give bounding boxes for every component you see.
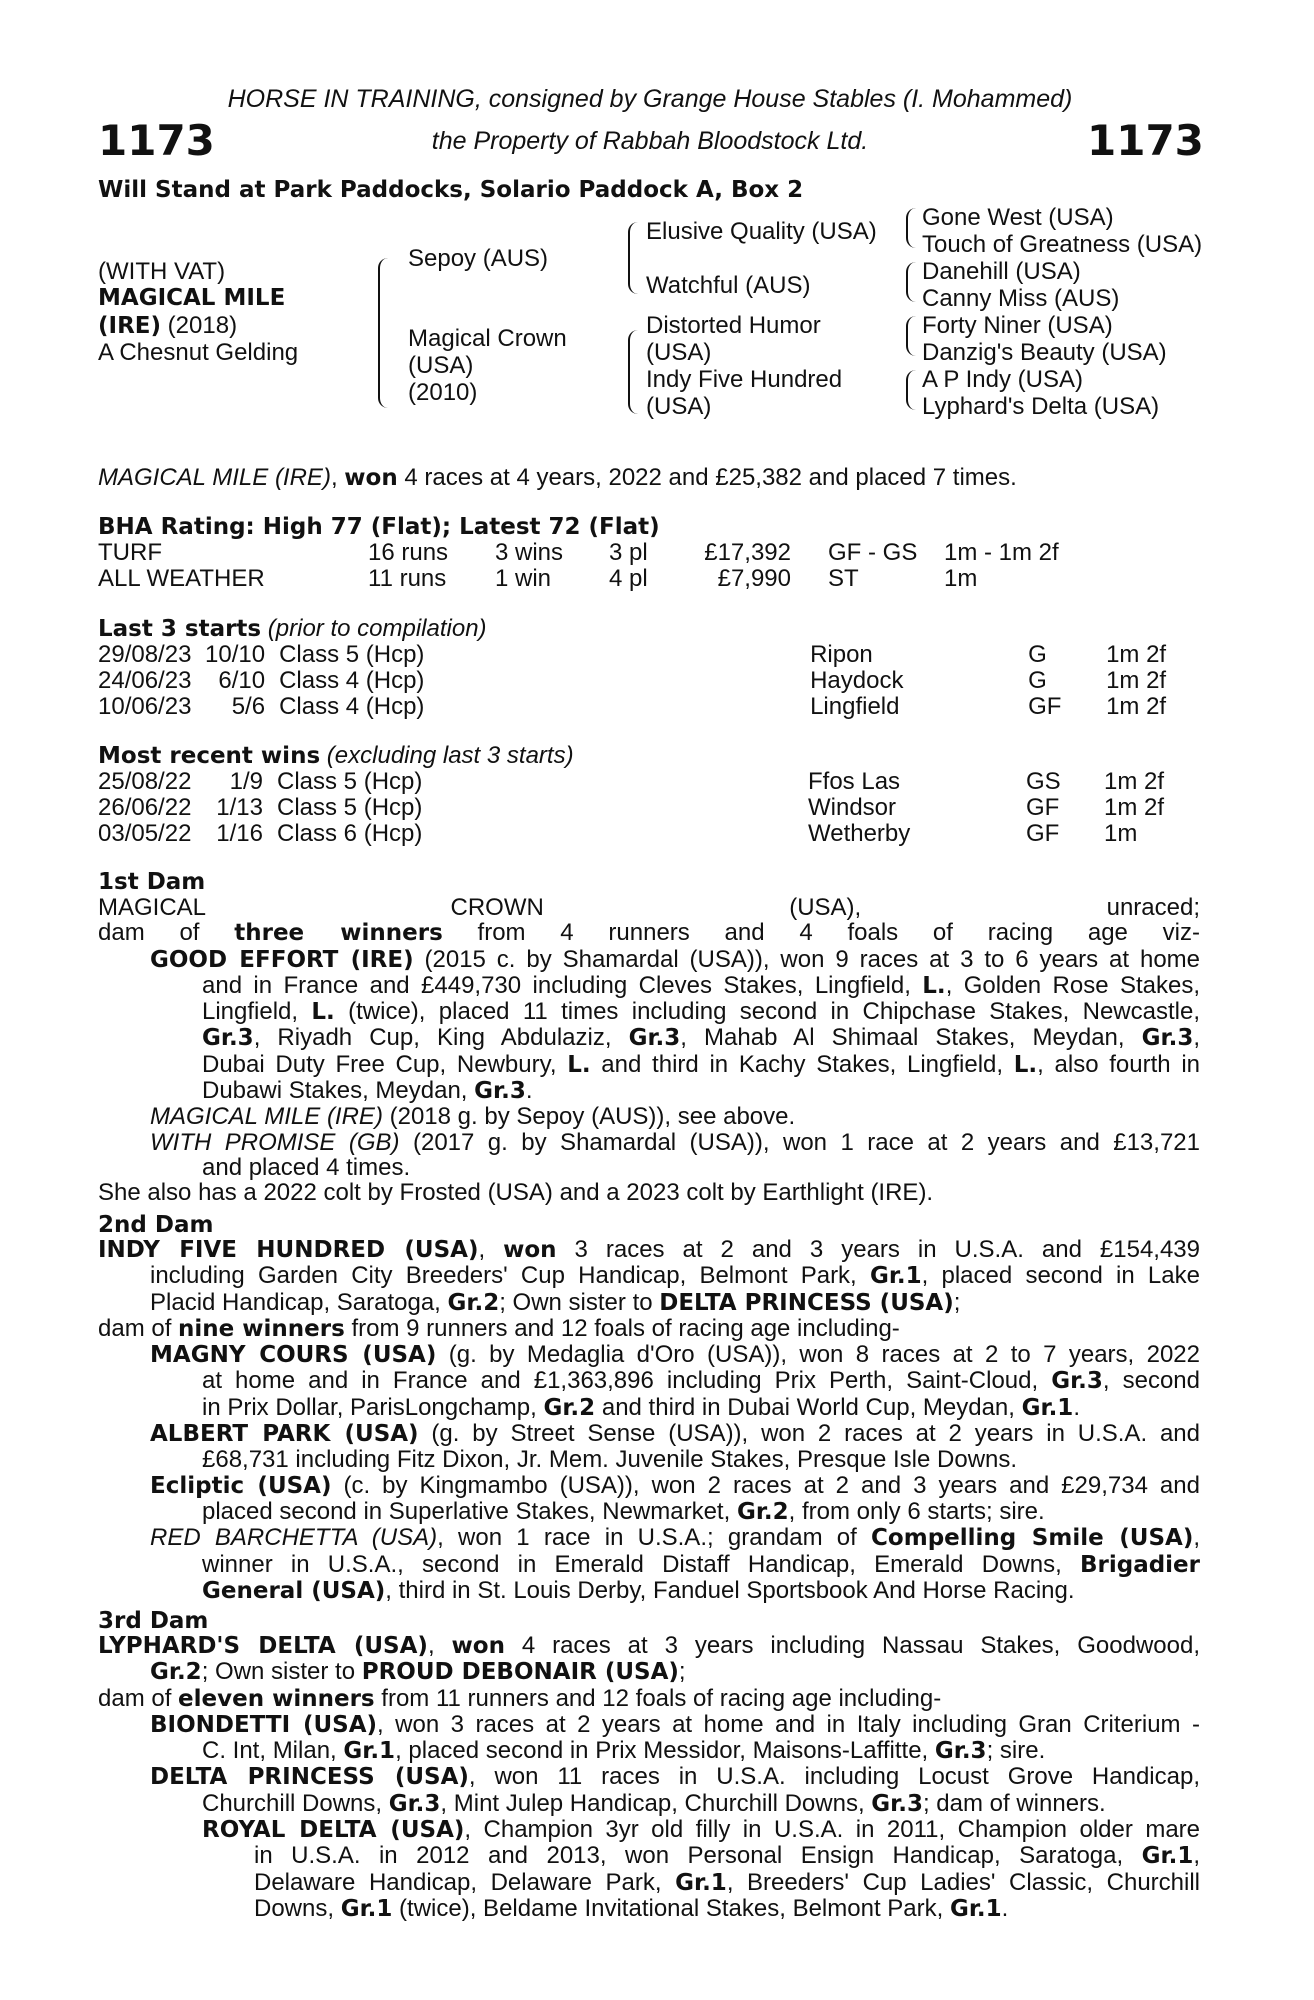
text-line <box>98 999 1200 1025</box>
text-line <box>98 1078 1200 1104</box>
text-run: , placed second in Prix Messidor, Maisons-Laffitte, <box>395 1737 935 1765</box>
italic-text: WITH PROMISE (GB) <box>150 1128 400 1156</box>
text-run: , <box>478 1236 504 1263</box>
bold-text: BIONDETTI (USA) <box>150 1711 378 1738</box>
text-run: 4 races at 3 years including Nassau Stakes, Goodwood, <box>504 1632 1201 1659</box>
bold-text: Gr.2 <box>736 1498 789 1525</box>
consignor-line: HORSE IN TRAINING, consigned by Grange House Stables (I. Mohammed) <box>227 85 1073 113</box>
ancestor-gg-5: Forty Niner (USA) <box>922 312 1113 339</box>
recent-win-row: 25/08/22 1/9 Class 5 (Hcp) Ffos Las GS 1m 2f <box>98 768 1165 795</box>
text-run: from 11 runners and 12 foals of racing age including- <box>374 1684 942 1712</box>
bold-text: MAGNY COURS (USA) <box>150 1342 437 1369</box>
recent-win-row: 26/06/22 1/13 Class 5 (Hcp) Windsor GF 1m 2f <box>98 794 1165 821</box>
text-line <box>98 947 1200 973</box>
pedigree-brace-3c <box>906 316 918 356</box>
text-line <box>98 1764 1200 1790</box>
dam-dam: Indy Five Hundred (USA) <box>646 366 843 420</box>
bold-text: Gr.3 <box>474 1078 526 1105</box>
dam-sire: Distorted Humor (USA) <box>646 312 821 366</box>
text-run: , Breeders' Cup Ladies' Classic, Churchill <box>726 1868 1200 1896</box>
text-run: and third in Kachy Stakes, Lingfield, <box>590 1050 1014 1078</box>
ancestor-gg-1: Gone West (USA) <box>922 204 1114 231</box>
text-line <box>98 1817 1200 1843</box>
pedigree-brace-2a <box>628 222 640 294</box>
bold-text: L. <box>1013 1051 1038 1078</box>
text-run: , won 3 races at 2 years at home and in Italy including Gran Criterium - <box>377 1710 1200 1738</box>
ancestor-gg-7: A P Indy (USA) <box>922 366 1083 393</box>
text-run: dam of <box>98 1684 179 1712</box>
second-dam-heading: 2nd Dam <box>98 1212 214 1238</box>
text-run: in U.S.A. in 2012 and 2013, won Personal Ensign Handicap, Saratoga, <box>254 1842 1142 1870</box>
vat-status: (WITH VAT) <box>98 258 226 285</box>
text-run: , Champion 3yr old filly in U.S.A. in 2011, Champion older mare <box>464 1816 1201 1844</box>
bold-text: Gr.1 <box>343 1738 396 1765</box>
ancestor-gg-2: Touch of Greatness (USA) <box>922 231 1203 258</box>
horse-name: MAGICAL MILE <box>98 285 286 311</box>
lot-number-right: 1173 <box>1087 116 1204 165</box>
bold-text: three winners <box>234 920 443 947</box>
second-dam-text <box>98 1237 1200 1604</box>
text-run: , Mint Julep Handicap, Churchill Downs, <box>440 1789 872 1817</box>
text-line <box>98 1421 1200 1447</box>
bold-text: Gr.2 <box>150 1659 202 1686</box>
text-run: (2017 g. by Shamardal (USA)), won 1 race at 2 years and £13,721 <box>399 1128 1200 1156</box>
text-line <box>98 1870 1200 1896</box>
text-line <box>98 1525 1200 1551</box>
text-run: placed second in Superlative Stakes, Newmarket, <box>202 1497 737 1525</box>
bold-text: Gr.3 <box>1141 1025 1194 1052</box>
bold-text: won <box>451 1633 505 1659</box>
bold-text: General (USA) <box>202 1577 386 1604</box>
text-run: . <box>1001 1894 1009 1922</box>
stabling-location: Will Stand at Park Paddocks, Solario Paddock A, Box 2 <box>98 177 804 203</box>
text-run: Dubai Duty Free Cup, Newbury, <box>202 1050 568 1078</box>
bold-text: LYPHARD'S DELTA (USA) <box>98 1633 428 1659</box>
text-line <box>98 1578 1200 1604</box>
text-line <box>98 1659 1200 1685</box>
text-run: She also has a 2022 colt by Frosted (USA) and a 2023 colt by Earthlight (IRE). <box>98 1179 934 1207</box>
bold-text: INDY FIVE HUNDRED (USA) <box>98 1237 479 1263</box>
text-line <box>98 1052 1200 1078</box>
text-run: ; <box>678 1658 686 1686</box>
rating-row-aw: ALL WEATHER 11 runs 1 win 4 pl £7,990 ST 1m <box>98 565 978 592</box>
text-run: ; Own sister to <box>201 1658 362 1686</box>
text-line <box>98 1896 1200 1922</box>
text-run: Downs, <box>254 1894 341 1922</box>
sire-sire: Elusive Quality (USA) <box>646 218 877 245</box>
text-line <box>98 1180 1200 1205</box>
text-line <box>98 973 1200 999</box>
third-dam-heading: 3rd Dam <box>98 1608 209 1634</box>
ancestor-gg-4: Canny Miss (AUS) <box>922 285 1120 312</box>
text-run: (2018 g. by Sepoy (AUS)), see above. <box>382 1103 796 1131</box>
text-line <box>98 1633 1200 1659</box>
bold-text: nine winners <box>178 1315 345 1342</box>
text-run: ; sire. <box>986 1737 1046 1765</box>
rating-row-turf: TURF 16 runs 3 wins 3 pl £17,392 GF - GS 1m - 1m 2f <box>98 539 1059 566</box>
text-run: ; <box>953 1288 961 1316</box>
text-run: dam of <box>98 919 235 947</box>
text-line <box>98 1499 1200 1525</box>
text-run: , won 1 race in U.S.A.; grandam of <box>437 1524 872 1552</box>
text-run: , from only 6 starts; sire. <box>788 1497 1045 1525</box>
text-line <box>98 1104 1200 1129</box>
ancestor-gg-6: Danzig's Beauty (USA) <box>922 339 1167 366</box>
text-line <box>98 1025 1200 1051</box>
ancestor-gg-3: Danehill (USA) <box>922 258 1081 285</box>
text-run: . <box>1073 1393 1080 1421</box>
pedigree-brace-3b <box>906 262 918 302</box>
last-starts-table <box>98 642 1166 720</box>
recent-wins-title: Most recent wins (excluding last 3 starts) <box>98 742 574 769</box>
text-line <box>98 895 1200 920</box>
bold-text: Gr.3 <box>388 1790 441 1817</box>
text-run: at home and in France and £1,363,896 including Prix Perth, Saint-Cloud, <box>202 1367 1052 1395</box>
horse-origin-year: (IRE) (2018) <box>98 312 238 339</box>
horse-description: A Chesnut Gelding <box>98 339 299 366</box>
text-run: dam of <box>98 1314 179 1342</box>
text-run: Churchill Downs, <box>202 1789 389 1817</box>
text-run: including Garden City Breeders' Cup Handicap, Belmont Park, <box>150 1262 870 1290</box>
text-run: and third in Dubai World Cup, Meydan, <box>595 1393 1022 1421</box>
text-line <box>98 1791 1200 1817</box>
bold-text: Gr.1 <box>1141 1843 1194 1870</box>
bold-text: L. <box>311 999 335 1026</box>
text-line <box>98 1237 1200 1263</box>
bold-text: Gr.1 <box>1021 1394 1074 1421</box>
recent-win-row: 03/05/22 1/16 Class 6 (Hcp) Wetherby GF 1m <box>98 820 1138 847</box>
text-run: Delaware Handicap, Delaware Park, <box>254 1868 676 1896</box>
text-line <box>98 1738 1200 1764</box>
bold-text: DELTA PRINCESS (USA) <box>150 1764 469 1791</box>
text-run: ; dam of winners. <box>922 1789 1106 1817</box>
last-starts-title: Last 3 starts (prior to compilation) <box>98 615 487 642</box>
text-line <box>98 1686 1200 1712</box>
text-run: from 4 runners and 4 foals of racing age viz- <box>442 919 1200 947</box>
bold-text: DELTA PRINCESS (USA) <box>659 1289 954 1316</box>
text-run: , placed second in Lake <box>921 1262 1200 1290</box>
text-run: ; Own sister to <box>499 1288 660 1316</box>
text-run: (c. by Kingmambo (USA)), won 2 races at 2 and 3 years and £29,734 and <box>331 1471 1200 1499</box>
text-run: from 9 runners and 12 foals of racing age including- <box>344 1314 900 1342</box>
text-run: , <box>1193 1024 1200 1052</box>
text-run: 3 races at 2 and 3 years in U.S.A. and £154,439 <box>556 1236 1200 1263</box>
bold-text: L. <box>567 1051 591 1078</box>
text-run: , second <box>1102 1367 1200 1395</box>
text-run: , won 11 races in U.S.A. including Locust Grove Handicap, <box>468 1763 1200 1791</box>
text-run: £68,731 including Fitz Dixon, Jr. Mem. Juvenile Stakes, Presque Isle Downs. <box>202 1446 1018 1474</box>
bha-rating-title: BHA Rating: High 77 (Flat); Latest 72 (Flat) <box>98 514 660 540</box>
racing-summary: MAGICAL MILE (IRE), won 4 races at 4 years, 2022 and £25,382 and placed 7 times. <box>98 464 1017 491</box>
text-line <box>98 1155 1200 1180</box>
sire-dam: Watchful (AUS) <box>646 272 811 299</box>
bold-text: Ecliptic (USA) <box>150 1472 332 1499</box>
bold-text: Gr.3 <box>1051 1368 1103 1395</box>
pedigree-brace-3a <box>906 208 918 248</box>
bold-text: Gr.3 <box>871 1790 923 1817</box>
lot-number-left: 1173 <box>98 116 215 165</box>
bold-text: won <box>503 1237 557 1263</box>
text-run: Placid Handicap, Saratoga, <box>150 1288 448 1316</box>
last-start-row: 24/06/23 6/10 Class 4 (Hcp) Haydock G 1m 2f <box>98 667 1167 694</box>
bold-text: GOOD EFFORT (IRE) <box>150 946 414 973</box>
rating-table <box>98 540 1059 592</box>
bold-text: ROYAL DELTA (USA) <box>202 1817 465 1844</box>
text-line <box>98 1712 1200 1738</box>
bold-text: Gr.1 <box>949 1895 1002 1922</box>
italic-text: RED BARCHETTA (USA) <box>150 1524 438 1552</box>
text-line <box>98 1342 1200 1368</box>
text-run: and in France and £449,730 including Cleves Stakes, Lingfield, <box>202 971 923 999</box>
bold-text: eleven winners <box>178 1685 375 1712</box>
text-line <box>98 1290 1200 1316</box>
recent-wins-table <box>98 769 1164 847</box>
text-line <box>98 1843 1200 1869</box>
last-start-row: 29/08/23 10/10 Class 5 (Hcp) Ripon G 1m 2f <box>98 641 1167 668</box>
sire: Sepoy (AUS) <box>408 245 549 272</box>
pedigree-brace-1 <box>378 258 392 408</box>
first-dam-heading: 1st Dam <box>98 869 206 895</box>
text-run: (g. by Medaglia d'Oro (USA)), won 8 races at 2 to 7 years, 2022 <box>436 1341 1200 1369</box>
bold-text: Gr.3 <box>934 1738 987 1765</box>
text-line <box>98 1368 1200 1394</box>
bold-text: PROUD DEBONAIR (USA) <box>361 1659 679 1686</box>
bold-text: L. <box>922 972 946 999</box>
text-run: (2015 c. by Shamardal (USA)), won 9 races at 3 to 6 years at home <box>413 945 1201 973</box>
text-run: , <box>1193 1524 1200 1552</box>
text-run: , <box>427 1632 452 1659</box>
bold-text: Compelling Smile (USA) <box>871 1525 1194 1552</box>
ancestor-gg-8: Lyphard's Delta (USA) <box>922 393 1160 420</box>
pedigree-brace-3d <box>906 370 918 410</box>
text-run: C. Int, Milan, <box>202 1737 344 1765</box>
pedigree-brace-2b <box>628 330 640 414</box>
text-run: (g. by Street Sense (USA)), won 2 races at 2 years in U.S.A. and <box>418 1420 1200 1448</box>
text-run: Lingfield, <box>202 998 312 1026</box>
text-line <box>98 1473 1200 1499</box>
last-start-row: 10/06/23 5/6 Class 4 (Hcp) Lingfield GF 1m 2f <box>98 693 1167 720</box>
text-run: , Golden Rose Stakes, <box>945 971 1200 999</box>
bold-text: Gr.1 <box>869 1263 922 1290</box>
text-run: , third in St. Louis Derby, Fanduel Sportsbook And Horse Racing. <box>385 1576 1075 1604</box>
text-line <box>98 1316 1200 1342</box>
text-line <box>98 1130 1200 1155</box>
property-line: the Property of Rabbah Bloodstock Ltd. <box>431 127 869 155</box>
text-run: Dubawi Stakes, Meydan, <box>202 1077 475 1105</box>
text-run: winner in U.S.A., second in Emerald Distaff Handicap, Emerald Downs, <box>202 1550 1080 1578</box>
text-run: , Riyadh Cup, King Abdulaziz, <box>253 1024 629 1052</box>
third-dam-text <box>98 1633 1200 1922</box>
bold-text: Gr.3 <box>202 1025 254 1052</box>
first-dam-text <box>98 895 1200 1206</box>
text-run: (twice), placed 11 times including second in Chipchase Stakes, Newcastle, <box>334 998 1200 1026</box>
text-run: . <box>525 1077 533 1105</box>
bold-text: Brigadier <box>1079 1551 1200 1578</box>
bold-text: Gr.2 <box>543 1394 596 1421</box>
bold-text: Gr.1 <box>340 1895 393 1922</box>
bold-text: ALBERT PARK (USA) <box>150 1421 419 1448</box>
dam: Magical Crown (USA) (2010) <box>408 325 567 406</box>
text-run: , Mahab Al Shimaal Stakes, Meydan, <box>680 1024 1142 1052</box>
text-run: , also fourth in <box>1037 1050 1201 1078</box>
text-run: , <box>1193 1842 1200 1870</box>
text-line <box>98 1552 1200 1578</box>
bold-text: Gr.3 <box>628 1025 681 1052</box>
bold-text: Gr.1 <box>675 1869 727 1896</box>
italic-text: MAGICAL MILE (IRE) <box>150 1103 383 1131</box>
text-line <box>98 1263 1200 1289</box>
text-line <box>98 1395 1200 1421</box>
text-run: and placed 4 times. <box>202 1153 411 1181</box>
text-run: (twice), Beldame Invitational Stakes, Belmont Park, <box>392 1894 950 1922</box>
text-line <box>98 920 1200 946</box>
text-run: in Prix Dollar, ParisLongchamp, <box>202 1393 544 1421</box>
bold-text: Gr.2 <box>447 1289 500 1316</box>
text-line <box>98 1447 1200 1472</box>
text-run: MAGICAL CROWN (USA), unraced; <box>98 894 1200 921</box>
